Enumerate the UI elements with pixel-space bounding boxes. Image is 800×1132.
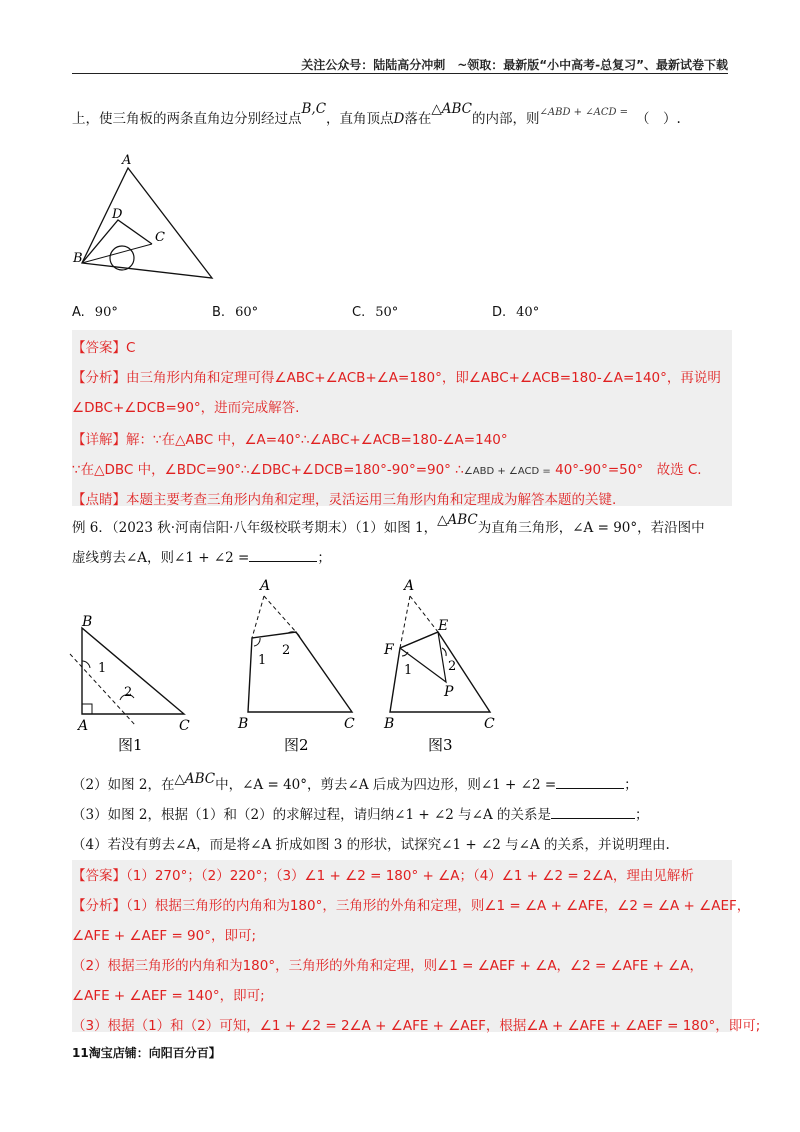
ex6-line1-a: 例 6．（2023 秋·河南信阳·八年级校联考期末）（1）如图 1， xyxy=(72,520,438,536)
ex6-analysis-tag: 【分析】 xyxy=(72,898,126,914)
q5-detail-2 xyxy=(72,458,732,478)
q5-triangle: △ABC xyxy=(431,101,473,117)
fig1-arc-1 xyxy=(82,661,90,668)
part-2-c: ； xyxy=(624,777,638,793)
q5-stem-a: 上，使三角板的两条直角边分别经过点 xyxy=(72,111,302,127)
fig1-angle-1: 1 xyxy=(98,661,107,676)
q5-point-tag: 【点睛】 xyxy=(72,492,126,508)
fig1-right-angle xyxy=(82,704,92,714)
q5-detail-tag: 【详解】 xyxy=(72,432,126,448)
ex6-triangle: △ABC xyxy=(437,512,478,528)
ex6-analysis-1b: ∠AFE + ∠AEF = 90°，即可; xyxy=(72,928,257,944)
q5-stem-d: 的内部，则 xyxy=(472,111,540,127)
ex6-analysis-1-text: （1）根据三角形的内角和为180°，三角形的外角和定理，则∠1 = ∠A + ∠AFE，∠2 = ∠A + ∠AEF， xyxy=(126,898,751,914)
q5-answer xyxy=(72,336,732,356)
part-2-triangle: △ABC xyxy=(174,771,216,787)
option-c-label: C. xyxy=(352,305,366,320)
option-a-value: 90° xyxy=(94,305,118,320)
ex6-answer-text: （1）270°；（2）220°；（3）∠1 + ∠2 = 180° + ∠A；（4）∠1 + ∠2 = 2∠A，理由见解析 xyxy=(126,868,694,884)
option-d-label: D. xyxy=(492,305,507,320)
fig2-caption: 图2 xyxy=(284,736,309,754)
header-divider xyxy=(72,73,728,74)
q5-analysis-2: ∠DBC+∠DCB=90°，进而完成解答. xyxy=(72,400,300,416)
option-a[interactable] xyxy=(72,305,118,320)
page-header: 关注公众号：陆陆高分冲刺 ~领取：最新版“小中高考-总复习”、最新试卷下载 xyxy=(301,58,728,72)
ex6-analysis-2b: ∠AFE + ∠AEF = 140°，即可; xyxy=(72,988,265,1004)
ex6-line1 xyxy=(72,512,732,536)
option-c-value: 50° xyxy=(375,305,399,320)
q5-detail-text-2a: ∵在△DBC 中，∠BDC=90°∴∠DBC+∠DCB=180°-90°=90° ∴ xyxy=(72,462,464,478)
fig2-label-a: A xyxy=(260,578,271,594)
ex6-answer-tag: 【答案】 xyxy=(72,868,126,884)
q5-stem-b: ，直角顶点 xyxy=(326,111,394,127)
ex6-answer-block xyxy=(72,860,761,1034)
q5-analysis-tag: 【分析】 xyxy=(72,370,126,386)
fig3-caption: 图3 xyxy=(428,736,453,754)
fig1-label-c: C xyxy=(179,718,190,734)
fig2-quadrilateral xyxy=(248,632,352,712)
ex6-line2-b: ； xyxy=(317,550,331,566)
q5-label-a: A xyxy=(122,153,132,168)
shop-name: 淘宝店铺：向阳百分百】 xyxy=(88,1046,221,1060)
fig2-arc-1 xyxy=(254,638,260,646)
q5-analysis-text-1: 由三角形内角和定理可得∠ABC+∠ACB+∠A=180°，即∠ABC+∠ACB=180-∠A=140°，再说明 xyxy=(126,370,721,386)
fig2-dash-left xyxy=(252,596,264,638)
figure-3 xyxy=(380,572,510,756)
q5-point xyxy=(72,488,732,508)
q5-answer-value: C xyxy=(126,340,136,356)
part-2-b: 中，∠A = 40°，剪去∠A 后成为四边形，则∠1 + ∠2 = xyxy=(215,777,557,793)
option-d[interactable] xyxy=(492,305,539,320)
fig2-label-c: C xyxy=(344,716,355,732)
q5-answer-tag: 【答案】 xyxy=(72,340,126,356)
q5-stem xyxy=(72,101,732,127)
option-c[interactable] xyxy=(352,305,398,320)
option-b-value: 60° xyxy=(235,305,259,320)
q5-point-d: D xyxy=(393,111,405,127)
part-2-blank[interactable] xyxy=(556,788,624,789)
fig3-label-b: B xyxy=(384,716,395,732)
option-d-value: 40° xyxy=(516,305,540,320)
part-2-a: （2）如图 2，在 xyxy=(72,777,175,793)
fig2-angle-2: 2 xyxy=(282,643,291,658)
fig1-angle-2: 2 xyxy=(124,685,133,700)
figure-2 xyxy=(232,572,362,756)
fig3-label-p: P xyxy=(444,684,454,700)
ex6-answer xyxy=(72,864,732,884)
q5-label-c: C xyxy=(155,230,165,245)
fig1-label-a: A xyxy=(78,718,89,734)
fig3-angle-2: 2 xyxy=(448,659,457,674)
fig3-label-a: A xyxy=(404,578,415,594)
q5-stem-c: 落在 xyxy=(404,111,432,127)
q5-detail-1 xyxy=(72,428,732,448)
option-b[interactable] xyxy=(212,305,258,320)
q5-point-text: 本题主要考查三角形内角和定理，灵活运用三角形内角和定理成为解答本题的关键. xyxy=(126,492,617,508)
part-4: （4）若没有剪去∠A，而是将∠A 折成如图 3 的形状，试探究∠1 + ∠2 与∠A 的关系，并说明理由. xyxy=(72,837,670,853)
fig3-label-f: F xyxy=(384,642,394,658)
fig3-dash-left xyxy=(400,596,410,648)
fig3-dash-right xyxy=(410,596,438,632)
q5-answer-block xyxy=(72,330,732,506)
q5-expression: ∠ABD + ∠ACD = xyxy=(539,107,629,118)
ex6-line2-a: 虚线剪去∠A，则∠1 + ∠2 = xyxy=(72,550,250,566)
fig2-dash-right xyxy=(264,596,296,632)
part-3-a: （3）如图 2，根据（1）和（2）的求解过程，请归纳∠1 + ∠2 与∠A 的关系是 xyxy=(72,807,551,823)
q5-points: B,C xyxy=(301,101,327,117)
part-3-b: ； xyxy=(635,807,649,823)
q5-label-d: D xyxy=(112,207,123,222)
ex6-line1-b: 为直角三角形，∠A = 90°，若沿图中 xyxy=(477,520,705,536)
q5-triangle-abc xyxy=(82,168,212,278)
option-a-label: A. xyxy=(72,305,85,320)
option-b-label: B. xyxy=(212,305,226,320)
fig2-label-b: B xyxy=(238,716,249,732)
fig1-caption: 图1 xyxy=(118,736,143,754)
ex6-analysis-2: （2）根据三角形的内角和为180°，三角形的外角和定理，则∠1 = ∠AEF + ∠A，∠2 = ∠AFE + ∠A， xyxy=(72,958,704,974)
q5-circle xyxy=(110,246,134,270)
part-2 xyxy=(72,773,732,793)
fig2-angle-1: 1 xyxy=(258,653,267,668)
page-footer xyxy=(72,1044,221,1061)
part-3 xyxy=(72,803,732,823)
ex6-analysis-1 xyxy=(72,894,751,914)
q5-label-b: B xyxy=(73,251,83,266)
figure-1 xyxy=(62,606,192,756)
q5-detail-text-2b: ∠ABD + ∠ACD = xyxy=(463,466,551,477)
q5-detail-text-1: 解：∵在△ABC 中，∠A=40°∴∠ABC+∠ACB=180-∠A=140° xyxy=(126,432,508,448)
page-number: 11 xyxy=(72,1046,89,1060)
ex6-analysis-3: （3）根据（1）和（2）可知，∠1 + ∠2 = 2∠A + ∠AFE + ∠AEF，根据∠A + ∠AFE + ∠AEF = 180°，即可; xyxy=(72,1018,761,1034)
fig3-label-e: E xyxy=(438,618,449,634)
q5-paren: （ ）. xyxy=(636,111,681,127)
fig3-label-c: C xyxy=(484,716,495,732)
fig1-label-b: B xyxy=(82,614,93,630)
fig3-fold-line xyxy=(400,632,438,648)
ex6-blank-1[interactable] xyxy=(249,561,317,562)
part-3-blank[interactable] xyxy=(551,818,635,819)
fig3-angle-1: 1 xyxy=(404,663,413,678)
ex6-line2 xyxy=(72,546,732,566)
q5-detail-text-2c: 40°-90°=50° 故选 C. xyxy=(550,462,702,478)
q5-figure xyxy=(72,148,232,288)
fig3-arc-2 xyxy=(442,648,446,656)
q5-analysis-1 xyxy=(72,366,732,386)
